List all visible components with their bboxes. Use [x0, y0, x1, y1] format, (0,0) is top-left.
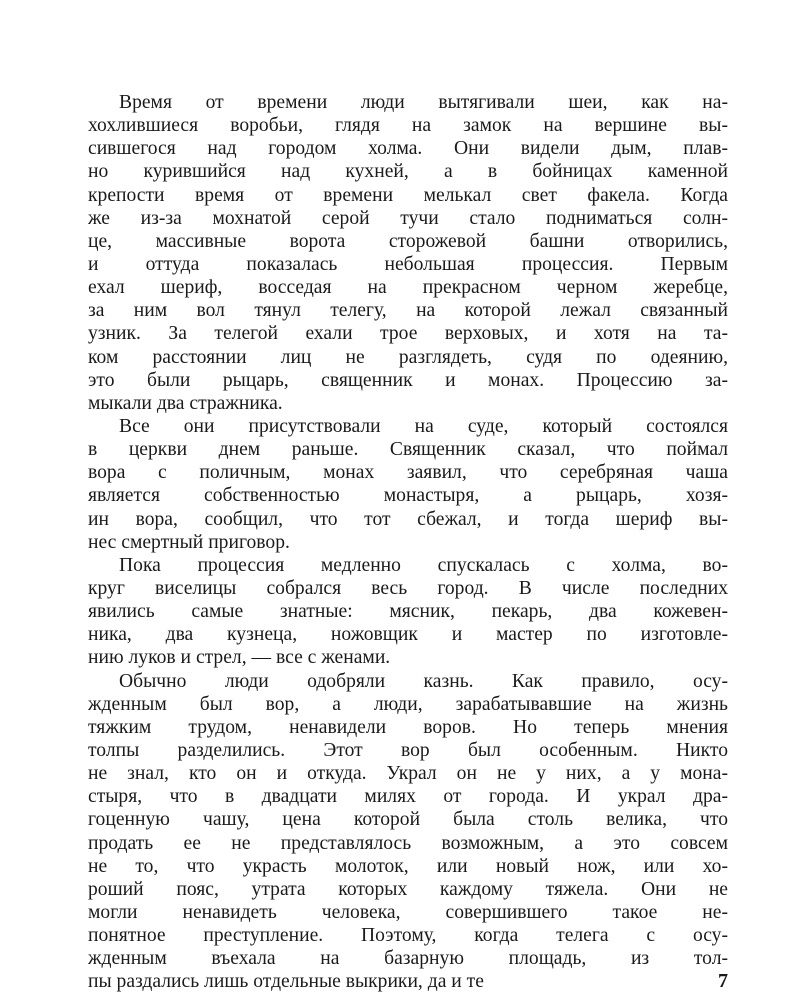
text-line: могли ненавидеть человека, совершившего такое не-: [88, 901, 728, 923]
text-line: вора с поличным, монах заявил, что серебряная чаша: [88, 462, 728, 484]
text-line: ника, два кузнеца, ножовщик и мастер по изготовле-: [88, 624, 728, 646]
text-line: мыкали два стражника.: [88, 392, 283, 414]
text-line: Пока процессия медленно спускалась с холма, во-: [119, 554, 728, 576]
text-line: не знал, кто он и откуда. Украл он не у них, а у мона-: [88, 763, 728, 785]
text-line: стыря, что в двадцати милях от города. И украл дра-: [88, 786, 728, 808]
text-line: жденным был вор, а люди, зарабатывавшие на жизнь: [88, 693, 728, 715]
text-line: продать ее не представлялось возможным, а это совсем: [88, 832, 728, 854]
text-line: Время от времени люди вытягивали шеи, как на-: [119, 92, 728, 113]
text-line: ехал шериф, восседая на прекрасном черном жеребце,: [88, 277, 728, 299]
text-line: но курившийся над кухней, а в бойницах каменной: [88, 161, 728, 183]
text-line: ин вора, сообщил, что тот сбежал, и тогда шериф вы-: [88, 508, 728, 530]
text-line: ком расстоянии лиц не разглядеть, судя по одеянию,: [88, 346, 728, 368]
text-line: Все они присутствовали на суде, который состоялся: [119, 415, 728, 437]
text-line: узник. За телегой ехали трое верховых, и хотя на та-: [88, 323, 728, 345]
text-line: же из-за мохнатой серой тучи стало подниматься солн-: [88, 207, 728, 229]
text-line: нию луков и стрел, — все с женами.: [88, 647, 391, 669]
page-number: 7: [718, 970, 728, 993]
text-line: Обычно люди одобряли казнь. Как правило, осу-: [119, 670, 728, 692]
text-line: за ним вол тянул телегу, на которой лежал связанный: [88, 300, 728, 322]
text-line: пы раздались лишь отдельные выкрики, да и те: [88, 971, 484, 993]
text-line: це, массивные ворота сторожевой башни отворились,: [88, 230, 728, 252]
text-line: сившегося над городом холма. Они видели дым, плав-: [88, 138, 728, 160]
text-line: это были рыцарь, священник и монах. Процессию за-: [88, 369, 728, 391]
text-line: крепости время от времени мелькал свет факела. Когда: [88, 184, 728, 206]
text-line: является собственностью монастыря, а рыцарь, хозя-: [88, 485, 728, 507]
text-line: толпы разделились. Этот вор был особенным. Никто: [88, 739, 728, 761]
final-row: [88, 970, 728, 993]
body-text: [88, 91, 728, 993]
text-line: и оттуда показалась небольшая процессия. Первым: [88, 253, 728, 275]
text-line: хохлившиеся воробьи, глядя на замок на вершине вы-: [88, 115, 728, 137]
text-line: не то, что украсть молоток, или новый нож, или хо-: [88, 855, 728, 877]
text-line: круг виселицы собрался весь город. В числе последних: [88, 577, 728, 599]
text-line: в церкви днем раньше. Священник сказал, что поймал: [88, 439, 728, 461]
text-line: роший пояс, утрата которых каждому тяжела. Они не: [88, 878, 728, 900]
text-line: явились самые знатные: мясник, пекарь, два кожевен-: [88, 601, 728, 623]
text-line: жденным въехала на базарную площадь, из тол-: [88, 948, 728, 970]
text-line: нес смертный приговор.: [88, 531, 290, 553]
text-line: гоценную чашу, цена которой была столь велика, что: [88, 809, 728, 831]
text-line: понятное преступление. Поэтому, когда телега с осу-: [88, 925, 728, 947]
text-line: тяжким трудом, ненавидели воров. Но теперь мнения: [88, 716, 728, 738]
